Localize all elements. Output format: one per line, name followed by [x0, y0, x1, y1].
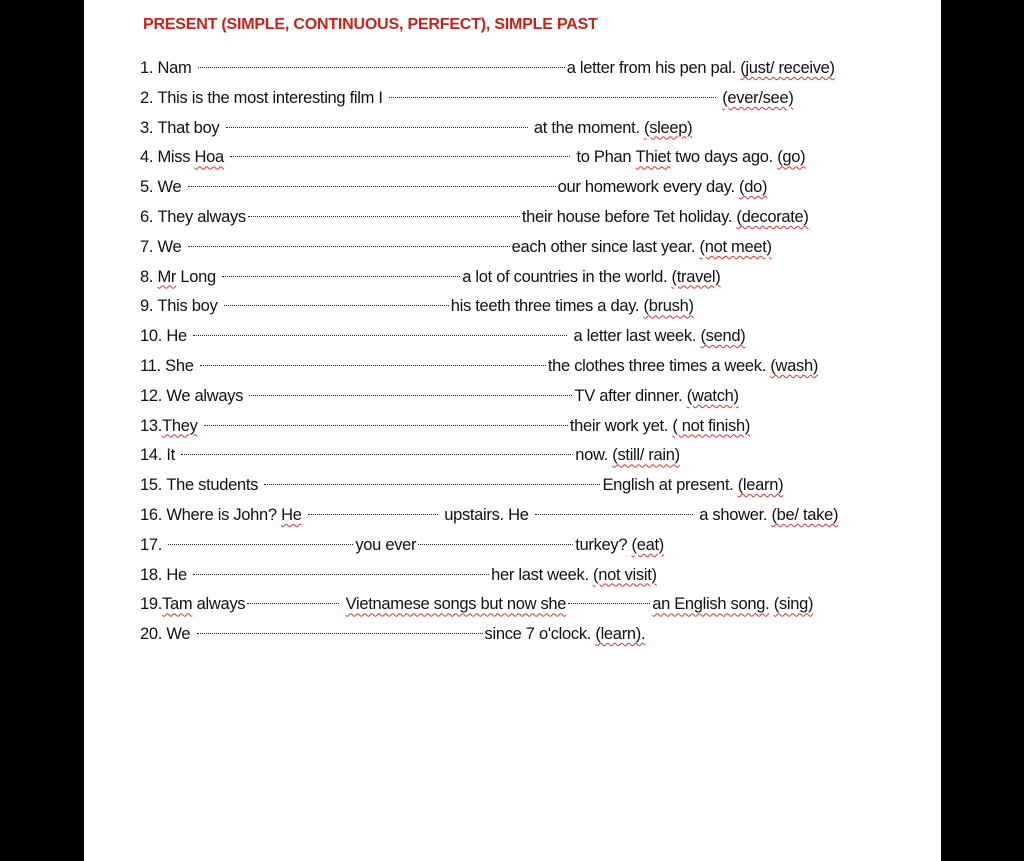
- answer-blank[interactable]: [248, 215, 520, 217]
- item-hint: (just/ receive): [740, 59, 835, 77]
- item-hint: (learn).: [595, 625, 646, 644]
- answer-blank[interactable]: [188, 245, 510, 247]
- answer-blank[interactable]: [168, 543, 353, 545]
- item-text: Miss: [157, 148, 191, 167]
- item-text: That boy: [157, 118, 220, 137]
- item-text: English at present.: [602, 476, 734, 495]
- item-text: The students: [166, 476, 259, 495]
- item-text: He: [281, 505, 302, 524]
- item-number: 11.: [140, 356, 161, 375]
- answer-blank[interactable]: [222, 275, 460, 277]
- item-hint: (travel): [671, 267, 721, 286]
- answer-blank[interactable]: [198, 66, 565, 68]
- worksheet-page: [84, 0, 941, 861]
- item-text: We: [157, 237, 182, 256]
- answer-blank[interactable]: [247, 602, 339, 604]
- item-number: 1.: [140, 59, 154, 77]
- answer-blank[interactable]: [181, 453, 573, 455]
- item-text: the clothes three times a week.: [547, 356, 767, 375]
- item-number: 12.: [140, 386, 163, 405]
- item-text: Long: [180, 267, 216, 286]
- item-hint: (not visit): [593, 565, 657, 584]
- answer-blank[interactable]: [389, 96, 716, 98]
- item-text: Mr: [157, 267, 177, 286]
- item-text: upstairs. He: [444, 505, 529, 524]
- item-text: Where is John?: [166, 505, 277, 524]
- exercise-item: [140, 143, 930, 173]
- item-hint: (sing): [773, 595, 814, 614]
- item-text: We: [157, 178, 182, 197]
- exercise-item: [140, 233, 930, 263]
- item-text: This boy: [157, 297, 218, 316]
- item-text: his teeth three times a day.: [450, 297, 640, 316]
- item-number: 8.: [140, 267, 154, 286]
- item-text: This is the most interesting film I: [157, 88, 383, 107]
- exercise-item: [140, 501, 930, 531]
- item-hint: ( not finish): [672, 416, 751, 435]
- item-text: their house before Tet holiday.: [521, 207, 733, 226]
- item-hint: (go): [777, 148, 806, 167]
- item-hint: (send): [700, 327, 746, 346]
- item-text: to Phan: [576, 148, 632, 167]
- answer-blank[interactable]: [308, 513, 438, 515]
- exercise-item: [140, 54, 930, 84]
- item-text: at the moment.: [533, 118, 640, 137]
- item-number: 5.: [140, 178, 154, 197]
- item-text: It: [166, 446, 175, 465]
- item-text: our homework every day.: [557, 178, 735, 197]
- item-hint: (still/ rain): [612, 446, 680, 465]
- answer-blank[interactable]: [568, 602, 650, 604]
- exercise-item: [140, 322, 930, 352]
- answer-blank[interactable]: [230, 155, 570, 157]
- item-text: her last week.: [491, 565, 589, 584]
- item-hint: (sleep): [644, 118, 693, 137]
- answer-blank[interactable]: [535, 513, 693, 515]
- answer-blank[interactable]: [204, 424, 568, 426]
- item-number: 6.: [140, 207, 154, 226]
- item-text: always: [196, 595, 246, 614]
- item-text: a letter last week.: [573, 327, 697, 346]
- item-text: We always: [166, 386, 244, 405]
- exercise-list: [140, 54, 930, 650]
- exercise-item: [140, 84, 930, 114]
- exercise-item: [140, 203, 930, 233]
- item-hint: (decorate): [736, 207, 809, 226]
- item-hint: (brush): [643, 297, 694, 316]
- exercise-item: [140, 441, 930, 471]
- item-text: a lot of countries in the world.: [462, 267, 668, 286]
- exercise-item: [140, 412, 930, 442]
- item-number: 16.: [140, 505, 163, 524]
- item-text: Vietnamese songs but now she: [345, 595, 567, 614]
- item-text: turkey?: [575, 535, 628, 554]
- item-text: TV after dinner.: [574, 386, 683, 405]
- item-hint: (wash): [770, 356, 819, 375]
- answer-blank[interactable]: [193, 334, 567, 336]
- answer-blank[interactable]: [197, 632, 483, 634]
- exercise-item: [140, 531, 930, 561]
- item-text: Hoa: [194, 148, 224, 167]
- item-text: She: [165, 356, 194, 375]
- answer-blank[interactable]: [249, 394, 572, 396]
- item-text: They always: [157, 207, 246, 226]
- item-number: 9.: [140, 297, 154, 316]
- item-number: 13.: [140, 416, 163, 435]
- item-text: you ever: [355, 535, 417, 554]
- item-number: 4.: [140, 148, 154, 167]
- answer-blank[interactable]: [418, 543, 573, 545]
- item-text: each other since last year.: [511, 237, 696, 256]
- item-hint: (eat): [631, 535, 664, 554]
- exercise-item: [140, 382, 930, 412]
- item-number: 17.: [140, 535, 163, 554]
- item-number: 18.: [140, 565, 163, 584]
- item-text: He: [166, 565, 187, 584]
- exercise-item: [140, 114, 930, 144]
- answer-blank[interactable]: [193, 573, 489, 575]
- item-text: since 7 o'clock.: [484, 625, 592, 644]
- exercise-item: [140, 471, 930, 501]
- item-number: 14.: [140, 446, 163, 465]
- item-number: 19.: [140, 595, 163, 614]
- item-hint: (not meet): [699, 237, 772, 256]
- exercise-item: [140, 263, 930, 293]
- item-text: a shower.: [699, 505, 768, 524]
- item-hint: (ever/see): [722, 88, 794, 107]
- exercise-item: [140, 292, 930, 322]
- item-text: Tam: [162, 595, 193, 614]
- item-text: Thiet: [635, 148, 671, 167]
- answer-blank[interactable]: [188, 185, 556, 187]
- item-number: 15.: [140, 476, 163, 495]
- item-text: He: [166, 327, 187, 346]
- answer-blank[interactable]: [200, 364, 546, 366]
- exercise-item: [140, 352, 930, 382]
- item-hint: (be/ take): [771, 505, 839, 524]
- item-text: two days ago.: [675, 148, 773, 167]
- item-number: 10.: [140, 327, 163, 346]
- item-text: We: [166, 625, 191, 644]
- answer-blank[interactable]: [264, 483, 600, 485]
- answer-blank[interactable]: [224, 304, 449, 306]
- item-text: They: [162, 416, 198, 435]
- exercise-item: [140, 620, 930, 650]
- item-number: 2.: [140, 88, 154, 107]
- exercise-item: [140, 173, 930, 203]
- item-number: 20.: [140, 625, 163, 644]
- item-hint: (watch): [686, 386, 739, 405]
- answer-blank[interactable]: [226, 126, 528, 128]
- item-hint: (do): [739, 178, 768, 197]
- item-text: an English song.: [652, 595, 770, 614]
- item-number: 7.: [140, 237, 154, 256]
- item-hint: (learn): [737, 476, 784, 495]
- exercise-item: [140, 561, 930, 591]
- exercise-item: [140, 590, 930, 620]
- item-number: 3.: [140, 118, 154, 137]
- page-title: PRESENT (SIMPLE, CONTINUOUS, PERFECT), SIMPLE PAST: [143, 16, 598, 33]
- item-text: Nam: [157, 59, 192, 77]
- item-text: now.: [575, 446, 608, 465]
- item-text: a letter from his pen pal.: [566, 59, 736, 77]
- item-text: their work yet.: [569, 416, 669, 435]
